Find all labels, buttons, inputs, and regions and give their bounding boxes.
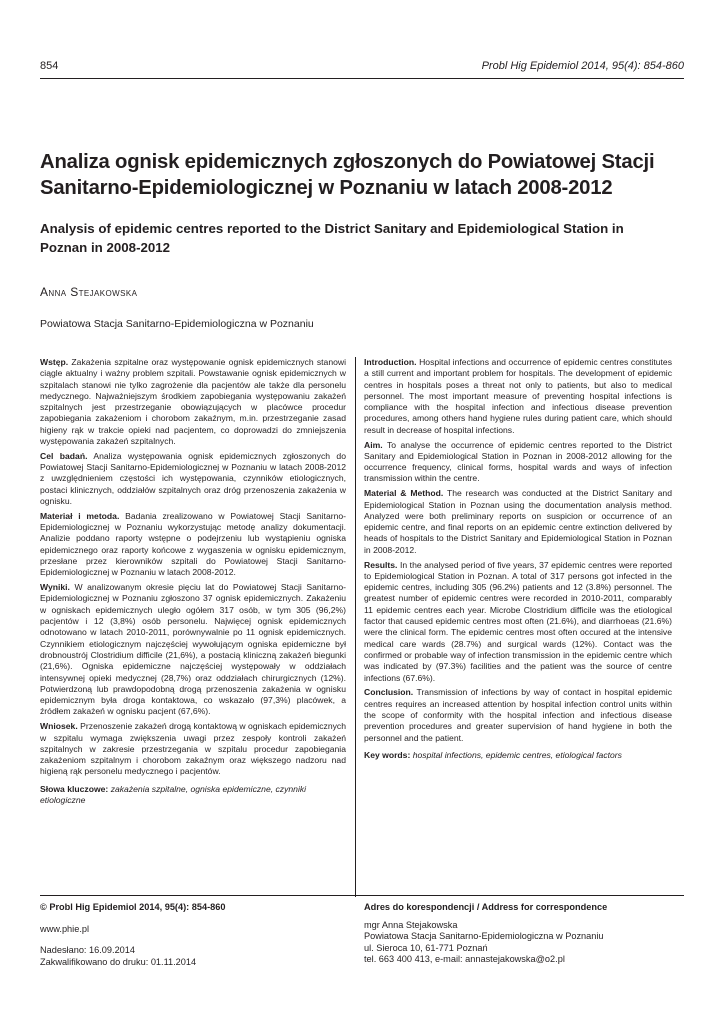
submitted-date: Nadesłano: 16.09.2014	[40, 945, 136, 955]
text: W analizowanym okresie pięciu lat do Powiatowej Stacji Sanitarno-Epidemiologicznej w Poznaniu zgłoszono 37 ognisk epidemicznych. Zakażeniu w ogniskach epidemicznych uległo ogółem 317 osób, w tym 305 (96,2%) pacjentów i 12 (3,8%) osób personelu. Najwięcej ognisk epidemicznych odnotowano w latach 2010-2011, porównywalnie po 11 ognisk epidemicznych. Czynnikiem etiologicznym najczęściej wywołującym ogniska epidemiczne był drobnoustrój Clostridium difficile (21,6%), a postacią kliniczną zakażeń biegunki (21,6%). Ogniska epidemiczne najczęściej występowały w oddziałach intensywnej opieki medycznej (28,7%) oraz oddziałach chirurgicznych (12%). Potwierdzoną lub prawdopodobną drogą przenoszenia zakażenia w ognisku epidemicznym była droga kontaktowa, co wskazało (97,3%) placówek, a źródłem zakażeń w ognisku pacjent (67,6%).	[40, 582, 347, 717]
abstract-english	[364, 357, 672, 765]
keywords-label: Key words:	[364, 749, 411, 760]
label: Conclusion.	[364, 687, 414, 698]
footer-publication-info	[40, 902, 340, 968]
abstract-en-method	[364, 488, 672, 556]
label: Results.	[364, 559, 398, 570]
text: Hospital infections and occurrence of epidemic centres constitutes a still current and important problem for hospitals. The development of epidemic centres in hospitals poses a threat not only to patients, but also to medical personnel. The most important measure of preventing hospital infections is compliance with the hospital infection and infectious disease prevention procedures, among others hand hygiene rules during patient care, which should result in decrease of hospital infections.	[364, 357, 672, 435]
abstract-polish	[40, 357, 346, 810]
label: Material & Method.	[364, 488, 444, 499]
keywords-pl	[40, 784, 346, 807]
abstract-pl-material	[40, 511, 346, 579]
text: Transmission of infections by way of contact in hospital epidemic centres requires an increased attention by hospital infection control units within the scope of conformity with the hospital infection and infectious disease prevention procedures and greater supervision of hand hygiene in both the personnel and the patient.	[364, 687, 672, 743]
contact-phone-email: tel. 663 400 413, e-mail: annastejakowska@o2.pl	[364, 954, 565, 964]
label: Aim.	[364, 439, 383, 450]
website-link[interactable]: www.phie.pl	[40, 923, 90, 934]
label: Wstęp.	[40, 357, 69, 367]
contact-institution: Powiatowa Stacja Sanitarno-Epidemiologiczna w Poznaniu	[364, 931, 604, 941]
label: Materiał i metoda.	[40, 510, 120, 521]
affiliation: Powiatowa Stacja Sanitarno-Epidemiologiczna w Poznaniu	[40, 318, 314, 330]
abstract-en-aim	[364, 440, 672, 485]
label: Wyniki.	[40, 582, 70, 593]
text: Analiza występowania ognisk epidemicznych zgłoszonych do Powiatowej Stacji Sanitarno-Epidemiologicznej w Poznaniu w latach 2008-2012 z uwzględnieniem częstości ich występowania, czynników etiologicznych, postaci klinicznych, oddziałów szpitalnych oraz dróg przenoszenia zakażenia w ognisku.	[40, 450, 346, 507]
abstract-en-conclusion	[364, 687, 672, 743]
text: The research was conducted at the District Sanitary and Epidemiological Station in Poznan using the documentation analysis method. Analyzed were both preliminary reports on suspicion or occurrence of an epidemic centre, and final reports on an epidemic centre extinction delivered by heads of hospitals to the District Sanitary and Epidemiological Station in Poznan in 2008-2012.	[364, 488, 672, 555]
abstract-en-intro	[364, 357, 672, 436]
text: Przenoszenie zakażeń drogą kontaktową w ogniskach epidemicznych w szpitalu wymaga zwiększenia uwagi przez zespoły kontroli zakażeń szpitalnych w zakresie przestrzegania w szpitalu procedur zapobiegania zakażeniom szpitalnym i chorobom zakaźnym oraz większego nadzoru nad higieną rąk personelu medycznego i pacjentów.	[40, 721, 347, 777]
keywords-text: zakażenia szpitalne, ogniska epidemiczne, czynniki etiologiczne	[40, 783, 307, 805]
copyright: © Probl Hig Epidemiol 2014, 95(4): 854-860	[40, 902, 226, 912]
footer-correspondence	[364, 902, 684, 966]
title-english: Analysis of epidemic centres reported to the District Sanitary and Epidemiological Station in Poznan in 2008-2012	[40, 221, 624, 255]
author-name: Anna Stejakowska	[40, 285, 138, 299]
header-rule	[40, 78, 684, 79]
text: In the analysed period of five years, 37 epidemic centres were reported to Epidemiological Station in Poznan. A total of 317 persons got infected in the epidemic centres, including 305 (96.2%) patients and 12 (3.8%) personnel. The greatest number of epidemic centres were recorded in 2010-2011, comparably 11 epidemic centres each year. Microbe Clostridium difficile was the etiological factor that caused epidemic centres most often (21.6%), and diarrhoeas (21.6%) were the clinical form. The epidemic centres most often occured at the intensive medical care wards (28.7%) and surgical wards (12%). Contact was the confirmed or probable way of infection transmission in the epidemic centre which was indicated by (97.3%) facilities and the patient was the source of centre infections (67.6%).	[364, 559, 672, 683]
label: Wniosek.	[40, 721, 78, 732]
label: Cel badań.	[40, 450, 88, 461]
accepted-date: Zakwalifikowano do druku: 01.11.2014	[40, 956, 197, 967]
contact-name: mgr Anna Stejakowska	[364, 919, 458, 930]
abstract-pl-wnioski	[40, 721, 346, 777]
label: Introduction.	[364, 357, 417, 367]
abstract-pl-wstep	[40, 357, 346, 447]
title-polish: Analiza ognisk epidemicznych zgłoszonych do Powiatowej Stacji Sanitarno-Epidemiologicznej w Poznaniu w latach 2008-2012	[40, 151, 655, 199]
abstract-en-results	[364, 560, 672, 684]
abstract-pl-wyniki	[40, 582, 346, 718]
keywords-text: hospital infections, epidemic centres, etiological factors	[412, 749, 622, 760]
keywords-en	[364, 750, 672, 761]
footer-rule	[40, 895, 684, 896]
text: Zakażenia szpitalne oraz występowanie ognisk epidemicznych stanowi ciągle aktualny i ważny problem szpitali. Powstawanie ognisk epidemicznych w szpitalach stanowi nie tylko zagrożenie dla pacjentów ale także dla personelu medycznego. Najważniejszym środkiem zapobiegania występowaniu zakażeń szpitalnych jest przestrzeganie obowiązujących w placówce procedur zapobiegania zakażeniom i chorobom zakaźnym, m.in. przestrzeganie zasad higieny rąk w trakcie opieki nad pacjentem, co doprowadzi do zmniejszenia występowania zakażeń szpitalnych.	[40, 357, 346, 447]
page-number: 854	[40, 60, 59, 72]
text: To analyse the occurrence of epidemic centres reported to the District Sanitary and Epidemiological Station in Poznan in 2008-2012 allowing for the occurrence frequency, clinical forms, hospital wards and ways of infection transmission within the centre.	[364, 439, 672, 484]
contact-address: ul. Sieroca 10, 61-771 Poznań	[364, 942, 488, 953]
correspondence-heading: Adres do korespondencji / Address for correspondence	[364, 902, 608, 912]
keywords-label: Słowa kluczowe:	[40, 783, 109, 794]
text: Badania zrealizowano w Powiatowej Stacji Sanitarno-Epidemiologicznej w Poznaniu wykorzystując metodę analizy dokumentacji. Analizie poddano raporty wstępne o podejrzeniu lub wystąpieniu ogniska epidemicznego oraz raporty końcowe z wygaszenia w ognisku epidemicznym, przesłane przez kierowników szpitali do Powiatowej Stacji Sanitarno-Epidemiologicznej w Poznaniu w latach 2008-2012.	[40, 510, 347, 578]
column-divider	[355, 357, 356, 897]
journal-citation: Probl Hig Epidemiol 2014, 95(4): 854-860	[481, 60, 684, 72]
abstract-pl-cel	[40, 451, 346, 507]
